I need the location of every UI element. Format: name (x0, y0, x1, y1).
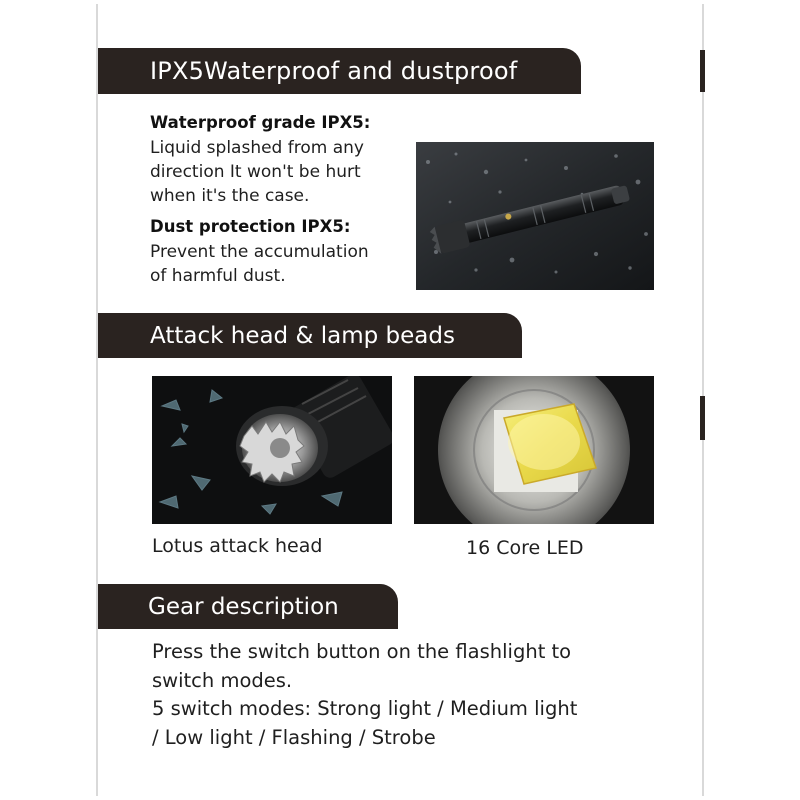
gear-description-line-4: / Low light / Flashing / Strobe (152, 726, 436, 749)
wet-flashlight-photo (416, 142, 654, 290)
gear-section-banner (98, 584, 398, 629)
gear-section-title: Gear description (148, 593, 339, 620)
led-core-caption: 16 Core LED (466, 537, 584, 559)
waterproof-grade-heading: Waterproof grade IPX5: (150, 113, 371, 132)
attack-section-title: Attack head & lamp beads (150, 322, 455, 349)
waterproof-section-title: IPX5Waterproof and dustproof (150, 57, 518, 85)
lotus-attack-head-photo (152, 376, 392, 524)
dust-protection-heading: Dust protection IPX5: (150, 217, 351, 236)
page-edge-marker-top (700, 50, 705, 92)
gear-description-line-2: switch modes. (152, 669, 293, 692)
waterproof-grade-line-3: when it's the case. (150, 186, 310, 206)
dust-protection-line-2: of harmful dust. (150, 266, 286, 286)
page-edge-marker-middle (700, 396, 705, 440)
gear-description-line-3: 5 switch modes: Strong light / Medium light (152, 697, 578, 720)
dust-protection-line-1: Prevent the accumulation (150, 242, 369, 262)
attack-section-banner (98, 313, 522, 358)
gear-description-line-1: Press the switch button on the flashlight to (152, 640, 572, 663)
waterproof-section-banner (98, 48, 581, 94)
waterproof-grade-line-2: direction It won't be hurt (150, 162, 361, 182)
lotus-attack-head-caption: Lotus attack head (152, 535, 323, 557)
waterproof-grade-line-1: Liquid splashed from any (150, 138, 364, 158)
led-core-photo (414, 376, 654, 524)
